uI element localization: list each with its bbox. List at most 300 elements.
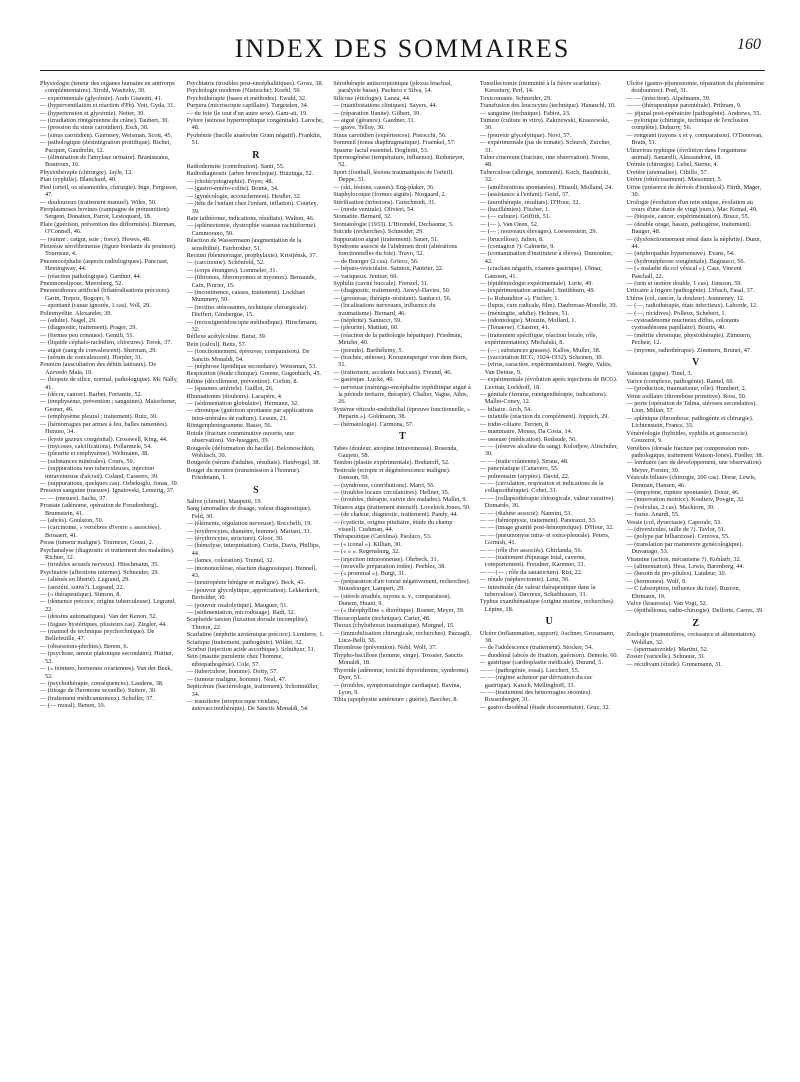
index-entry: — (dysfonctionnement rénal dans la néphrite). Dunn, 44. xyxy=(626,235,762,250)
section-letter: Z xyxy=(692,617,700,629)
index-entry: — gastro-duodénal (étude documentaire). Gruz, 32. xyxy=(479,703,611,711)
index-entry: — (diverticules, taille de ?). Tavlor, 51. xyxy=(626,525,726,533)
index-entry: — (ski, lésions, causes). Eng-plaker, 36. xyxy=(333,183,435,191)
index-entry: — (réparation Ifanite). Gilbert, 39. xyxy=(333,109,421,117)
index-entry: — (myome, radiothérapie). Zimmern, Brunet, 47. xyxy=(626,346,752,354)
index-entry: — (rectosigmoïdoscopie méthodique). Hirschmann, 32. xyxy=(186,318,318,333)
index-entry: — (pression du sinus carotidien). Esch, 30. xyxy=(40,124,149,132)
index-entry: — (stérols irradiés, rayons u. v., comparaison). Dunem, Huant, 9. xyxy=(333,592,452,608)
index-entry: Septicémie (bactériologie, traitement). Schottmüller, 34. xyxy=(186,683,319,698)
index-entry: Vertèbres (dorsale fracture par compression non-pathologique, traitement Watson-Jones). Fiedler, 38. xyxy=(626,444,764,459)
index-entry: — (emphysème pleural ; traitement). Rutz, 30. xyxy=(40,413,158,421)
index-entry: Spasme facial essentiel. Dogliotti, 53. xyxy=(333,146,429,154)
index-entry: — (sédimentation globulaire). Hermann, 32. xyxy=(186,400,299,408)
index-entry: — aiguë (sang de convalescent). Sherman, 29. xyxy=(40,346,157,354)
index-entry: — (volvulus, 2 cas). Machiorn, 39. xyxy=(626,503,715,511)
index-entry: Silicose (étiologie). Lanza, 44. xyxy=(333,94,411,102)
index-entry: Salive (chimie). Maupetit, 19. xyxy=(186,497,263,505)
index-entry: Testicule (ectopie et dégénérescence maligne). Jonsson, 59. xyxy=(333,466,451,482)
index-entry: — gastrique (cardioplastie médicale). Durand, 5. xyxy=(479,659,603,667)
index-entry: — (améliorations spontanées). Hinault, Molland, 24. xyxy=(479,183,613,191)
index-entry: — osseuse (médication). Redaude, 56. xyxy=(479,435,577,443)
index-entry: — (« iconal »). Killian, 30. xyxy=(333,540,402,548)
index-entry: — — (image granité post-hémoptoïque). D'Hour, 32. xyxy=(479,524,614,532)
index-entry: — (suppurations, quelques cas). Ozbekoglu, Jonas, 39. xyxy=(40,479,179,487)
index-entry: Thyroïde (adénome, toxicité thyroïdienne, syndrome). Dyer, 51. xyxy=(333,666,470,682)
index-entry: Prostate (adénome, opération de Freudenberg). Brunnstein, 41. xyxy=(40,502,159,517)
section-letter: T xyxy=(399,431,406,443)
index-entry: — (rectites sténosantes, technique chirurgicale). Dieffert, Gimbergue, 15. xyxy=(186,303,308,319)
index-entry: — (crachats négatifs, examen gastrique). Ulmar, Ganssen, 41. xyxy=(479,265,602,280)
index-entry: — pancréatique (Canavero, 55. xyxy=(479,465,559,473)
index-entry: — (aliénés en liberté). Legrand, 29. xyxy=(40,576,130,584)
index-entry: — (kyste gazeux congénital). Crosswell, King, 44. xyxy=(40,435,168,443)
index-entry: — (fibromes, fibromyomes et myomes). Bensaude, Cain, Poirier, 15. xyxy=(186,274,317,289)
index-entry: — — (— ; rôle du sanatorium). Rist, 22. xyxy=(479,568,583,576)
index-entry: — — (collapsothérapie chirurgicale, valeur curative). Domardo, 36. xyxy=(479,494,615,510)
index-entry: Utérus (col, cancer, la douleur). Jeanneney, 12. xyxy=(626,294,745,302)
index-entry: Zoologie (mammifères, croissance et alimentation). Wohllan, 32. xyxy=(626,631,757,646)
index-entry: Pneumothorax artificiel (bilatéralisations précoces). Garin, Trepoz, Bogopo, 9. xyxy=(40,287,171,302)
index-entry: Syndrome associé de l'abdomen droit (altérations fonctionnelles du foie). Travo, 52. xyxy=(333,242,458,258)
index-entry: — (gynécologie, accouchement). Heidler, 32. xyxy=(186,192,302,200)
index-entry: — (manifestations cliniques). Sayers, 44. xyxy=(333,102,438,110)
index-entry: Sinus carotidien (expériences). Pistocchi, 56. xyxy=(333,131,447,139)
index-entry: — (lames, coloration). Tremel, 32. xyxy=(186,557,275,565)
index-entry: Ulcère (gastro-jéjunostomie, réparation du phénomène douloureux). Ponl, 31. xyxy=(626,80,764,95)
index-column-5 xyxy=(626,80,765,1070)
index-entry: — (besoin de pro-pilules). Laudeur, 30. xyxy=(626,570,727,578)
index-entry: Scaphoïde tarsien (luxation dorsale incomplète). Thirion, 22. xyxy=(186,616,309,631)
index-entry: Plaie (guérison, prévention des difformités). Bierman, O'Connell, 46. xyxy=(40,220,176,236)
index-entry: — (rein et uretère double, 1 cas). Jonsson, 59. xyxy=(626,279,743,287)
index-entry: — porte (opération de Talma, stéroses secondaires). Lion, Milian, 57. xyxy=(626,400,757,415)
index-entry: — (liquide céphalo-rachidien, chlorures). Torok, 37. xyxy=(40,339,172,347)
index-entry: Vulve (kraurosis). Van Vogt, 52. xyxy=(626,600,708,608)
index-entry: — hépato-vésiculaire. Saintou, Pantrier, 22. xyxy=(333,265,444,273)
index-entry: — (psychothérapie, conséquences). Laudens, 38. xyxy=(40,679,164,687)
index-entry: Typhus exanthématique (origine murine, recherches). Lépine, 18. xyxy=(479,598,615,613)
index-entry: — (réaction pathologique). Gardner, 44. xyxy=(40,272,142,280)
index-entry: — (diagnostic, traitement). Anwyl-Davies, 50. xyxy=(333,287,451,295)
index-entry: Vésicule biliaire (chirurgie, 200 cas). Dorar, Lewis, Denman, Hansen, 46. xyxy=(626,474,757,489)
index-entry: — (décor, cancer). Barbet, Fortamie, 52. xyxy=(40,391,143,399)
index-entry: — (néphrite). Santucci, 59. xyxy=(333,317,402,324)
index-entry: Urine (présence de dérivés d'imidazol). Fürth, Mager, 30. xyxy=(626,183,762,199)
index-entry: Tumeur (culture in vitro). Zakrzewski, Kraszewski, 30. xyxy=(479,117,610,132)
index-entry: Système réticulo-endothélial (épreuve fonctionnelle, « Heparin »). Goldmann, 38. xyxy=(333,405,471,421)
index-entry: Urémie (chirurgie). Lebel, Sterne, 4. xyxy=(626,161,719,169)
section-letter: R xyxy=(252,149,260,161)
index-entry: — (psychose, amour platonique secondaire). Huttier, 52. xyxy=(40,650,174,665)
index-entry: — — (pathogénie, essai). Luccheri, 55. xyxy=(479,666,580,674)
index-entry: — (spermatozoïde). Martini, 52. xyxy=(626,646,709,654)
index-entry: Pylore (sténose hypertrophique congénitale). Laroche, 48. xyxy=(186,117,324,132)
index-entry: — — (rôle d'or associés). Ghirlanda, 56. xyxy=(479,546,583,554)
index-entry: — (obsessions-phobies). Benon, 6. xyxy=(40,642,129,650)
index-entry: Vitamine (action, mécanisme ?). Kohlarb, 32. xyxy=(626,555,742,563)
index-entry: — (pleurite et emphysème). Weltmann, 38. xyxy=(40,450,149,458)
index-entry: Rouget du mouton (transmission à l'homme). Friedmann, 1. xyxy=(186,466,301,482)
index-entry: Urologie (évolution d'un rein unique, évolution au cours d'une durée de vingt jours). Mac Kemal, 49. xyxy=(626,198,758,213)
index-entry: — splénique (thrombose, pathogénie et chirurgie). Lichtenstein, Francs, 33. xyxy=(626,414,754,430)
section-letter: S xyxy=(253,484,259,496)
index-entry: — sanguine (technique). Fabiot, 23. xyxy=(479,109,571,117)
index-entry: — — (thérapeutique parentérale). Pribram, 9. xyxy=(626,102,742,110)
index-entry: — (adulte). Nagel, 29. xyxy=(40,317,97,324)
index-entry: Thrombose (prévention). Nobl, Wolf, 37. xyxy=(333,644,437,652)
index-entry: — (hématologie). Carmona, 57. xyxy=(333,420,414,428)
index-entry: Purpura (microscopie capillaire). Turgesden, 34. xyxy=(186,102,309,110)
index-entry: — (— ; substances grasses). Kallos, Muller, 38. xyxy=(479,346,601,354)
index-entry: Poliomyélite. Alexander, 39. xyxy=(40,309,112,317)
index-entry: — (irradiation röntgénienne du crâne). Taubert, 30. xyxy=(40,117,170,125)
index-entry: — (carcinome, « vertèbres d'ivoire » associées). Bossaert, 41. xyxy=(40,524,162,539)
index-entry: Tibia (apophysite antérieure ; guérie). Baccher, 8. xyxy=(333,696,459,704)
index-entry: — (traitement médicamenteux). Schuller, 37. xyxy=(40,694,154,702)
index-entry: — — (pneumonyse intra- et extra-pleurale). Peters, Gornish, 41. xyxy=(479,531,610,547)
index-entry: — (élimination de l'amylase urinaire). Branisteanu, Boutroux, 16. xyxy=(40,154,170,169)
index-entry: Sein (mastite purulente chez l'homme, ethiopathogénie). Cole, 57. xyxy=(186,653,284,668)
index-entry: — — (traitement des hémorragies récentes). Rossenberger, 31. xyxy=(479,688,592,704)
index-entry: — — (traite crânienne). Straus, 48. xyxy=(479,457,569,465)
index-entry: Psychologie moderne (Nietzsche). Koehl, 50. xyxy=(186,87,302,95)
index-entry: — (— culture). Griffith, 51. xyxy=(479,213,551,221)
index-entry: — (« » ». Regensburg, 32. xyxy=(333,548,400,556)
index-entry: — expérimentale (jus de tomate). Schurch, Zurcher, 31. xyxy=(479,139,611,154)
index-entry: Tuberculose (allergie, immunité). Koch, Baudnicki, 32. xyxy=(479,168,610,184)
index-entry: — grave. Telluy, 30. xyxy=(333,124,385,132)
index-entry: — (pouvoir oxalolytique). Mauguer, 51. xyxy=(186,601,288,609)
index-entry: Rétine (décollement, prévention). Corbin, 8. xyxy=(186,377,299,385)
index-entry: Radiodermite (contribution). Santi, 55. xyxy=(186,163,285,171)
index-entry: — (abcès). Goulston, 50. xyxy=(40,516,104,524)
index-entry: — (pleurite). Mattiati, 60. xyxy=(333,324,399,332)
page-header xyxy=(40,30,765,72)
index-entry: Zoster (varicelle). Schrausr, 31. xyxy=(626,653,706,661)
index-entry: — (anxiété, soins?). Legrand, 22. xyxy=(40,583,125,591)
index-entry: — (virus, caractère, expérimentation). Negre, Valtis, Van Deinse, 9. xyxy=(479,361,612,376)
index-entry: — récidivant (étude). Grunemann, 31. xyxy=(626,660,723,668)
index-entry: — (tumeur maligne, homme). Neal, 47. xyxy=(186,675,287,683)
index-entry: — (suppurations non tuberculeuses, injection intraveineuse d'alcool). Coland, Casserrs, 39. xyxy=(40,465,159,480)
index-columns xyxy=(40,80,765,1070)
index-entry: — — (traitement d'épurage total, caverne, comportement). Freudner, Karnmer, 31. xyxy=(479,554,587,569)
index-entry: — de l'adolescence (traitement). Stocker, 54. xyxy=(479,644,593,652)
index-entry: Pression sanguine (mesure). Ignatovski, Lemerig, 37. xyxy=(40,487,175,495)
index-entry: — (lupus, cure radicale, film). Daubresse-Morelle, 39. xyxy=(479,302,618,310)
index-entry: — (brucellose). Julien, 8. xyxy=(479,235,544,243)
index-entry: — (contamination d'instituteur à élèves). Dumontier, 42. xyxy=(479,250,613,265)
index-entry: — transitoire (streptocoque viridans, autovaccinothérapie). De Sanctis Monaldi, 54. xyxy=(186,697,309,713)
index-entry: — (translation par manœuvre gynécologique). Duvanago, 53. xyxy=(626,540,744,556)
index-entry: Staphylocoque (formes aiguës). Norgaard, 2. xyxy=(333,191,447,199)
index-entry: — (troubles, symptomatologie cardiaque). Ravina, Lyon, 9. xyxy=(333,681,462,696)
page-title: INDEX DES SOMMAIRES xyxy=(234,34,571,63)
index-entry: Psychiatrie (troubles post-encéphalitiques). Grosz, 38. xyxy=(186,80,324,87)
index-entry: Rate (athérome, indications, résultats). Walton, 46. xyxy=(186,214,315,222)
index-entry: — C (absorption, influence du foie). Ruscon, Ehrmann, 19. xyxy=(626,585,741,600)
index-entry: — (production, traumatisme, rôle). Humbert, 2. xyxy=(626,385,747,393)
index-entry: — nerveuse (méningo-encéphalite syphilitique aiguë à la période tertiaire, thérapie). Chalier, Vague, Athis, 26. xyxy=(333,383,471,406)
index-entry: — (nouvelle préparation iodée). Peebles, 38. xyxy=(333,563,446,570)
index-entry: — (de chaleur, diagnostic, traitement). Pandy, 44. xyxy=(333,511,459,519)
index-entry: — fraise. Anardi, 55. xyxy=(626,511,680,519)
index-entry: Spermogénèse (température, influence). Rethmeyer, 52. xyxy=(333,154,465,169)
index-entry: — pulmonaire (atypies). David, 22. xyxy=(479,472,570,480)
index-entry: Tétanos aigu (traitement intensif). Lovelock Jones, 50. xyxy=(333,503,471,511)
index-entry: Thérapeutique (Carolina). Paoluco, 53. xyxy=(333,533,432,541)
index-entry: — (démence précoce, origine tuberculeuse). Legrand, 22. xyxy=(40,598,176,613)
index-entry: Transfusion des leucocytes (technique). Hanaschl, 10. xyxy=(479,102,616,110)
index-entry: — jéjunal post-opératoire (pathogénie). Andrews, 55. xyxy=(626,109,762,117)
index-entry: Thoracoplastie (technique). Carter, 48. xyxy=(333,614,431,622)
index-entry: Pian (syphilis). Blanchard, 40. xyxy=(40,176,117,184)
index-entry: — (épithélioma, radio-chirurgie). Delforte, Carres, 39. xyxy=(626,607,764,615)
index-entry: — (mononucléose, réaction diagnostique). Hennell, 43. xyxy=(186,564,317,579)
index-entry: Urètre (rétrécissement). Maisonnet, 5. xyxy=(626,176,723,184)
index-entry: Ulcère (inflammation, rapport). Aschner, Grossmann, 38. xyxy=(479,629,615,645)
index-entry: Tonsillectomie (immunité à la fièvre scarlatine). Kerestury, Perl, 14. xyxy=(479,80,602,95)
index-entry: — — (hémoptysie, traitement). Panorazzi, 53. xyxy=(479,516,597,524)
index-column-1 xyxy=(40,80,179,1070)
index-entry: — (préparation d'air ionisé négativement, recherches). Strassburger, Lampert, 29. xyxy=(333,577,471,593)
index-entry: Piroplasmoses bovines (campagne de prémunition). Sergent, Donatien, Parrot, Lestoquard, 18. xyxy=(40,205,171,221)
index-entry: — (manuel de technique psychoclinique). De Bellefeuille, 47. xyxy=(40,628,155,643)
index-entry: Scorbut (injection acide ascorbique). Schultzer, 51. xyxy=(186,646,316,654)
index-entry: — lombaire (arc de développement, une observation). Meyer, Forster, 30. xyxy=(626,459,763,474)
index-entry: — (sinus carotidien). Guernsey, Weisman, Scott, 45. xyxy=(40,131,173,139)
index-entry: Physiothérapie (chirurgie). Jayle, 12. xyxy=(40,168,133,176)
index-entry: — (« maladie du col vésical »). Cass, Vincent Paschall, 22. xyxy=(626,265,742,280)
index-entry: — (— moral). Benon, 10. xyxy=(40,702,106,710)
index-entry: — mammaire. Mousa, Da Costa, 14. xyxy=(479,428,573,436)
index-entry: — (érythrocytes, diamètre, homme). Mariani, 33. xyxy=(186,527,312,535)
index-entry: — (hydronéphrose congénitale). Bagnasco, 56. xyxy=(626,257,746,265)
index-entry: — (« Rubanditor »). Fischer, 1. xyxy=(479,294,559,302)
index-entry: — chronique (guérison spontanée par applications intra-urétrales de radium). Lessen, 21. xyxy=(186,407,314,422)
index-entry: — (hémorragies par armes à feu, balles ramenées). Hurano, 34. xyxy=(40,420,169,436)
index-entry: Suppuration aiguë (traitement). Sauer, 51. xyxy=(333,235,439,243)
index-entry: Psoas (tumeur maligne). Tourneux, Gouzi, 2. xyxy=(40,539,154,547)
index-entry: — (« prominal »). Burgi, 31. xyxy=(333,570,406,578)
index-entry: — (formes peu connues). Gentili, 51. xyxy=(40,331,135,339)
index-entry: — (grossesse, thérapie-résistant). Santucci, 56. xyxy=(333,294,452,302)
index-entry: — (hyperventilation et réaction d'Ph). Voit, Gyda, 31. xyxy=(40,102,176,110)
index-entry: — — (réserve alcaline du sang). Kolodjew, Altschuler, 30. xyxy=(479,442,618,458)
index-entry: — (double orage, bassin, pathogénie, traitement). Bauger, 48. xyxy=(626,220,752,236)
index-entry: — (néphropathie hypertensive). Evans, 54. xyxy=(626,250,735,258)
index-entry: — rénale (néphrectomie). Lenz, 56. xyxy=(479,576,570,584)
index-entry: Réflexe acétylcoline. Burat, 39. xyxy=(186,333,267,341)
index-entry: Stérilisation (infusions). Gutschmidt, 31. xyxy=(333,198,437,206)
index-entry: — (érythrocytes, structure). Gloor, 30. xyxy=(186,534,284,542)
index-entry: — (corps étrangers). Lommeler, 31. xyxy=(186,266,278,274)
index-entry: Pneumocéphalie (aspects radiologiques). Pancoast, Hemingway, 44. xyxy=(40,257,169,273)
index-entry: — douloureux (traitement manuel). Wiles, 50. xyxy=(40,198,157,206)
index-entry: — pylorique (chirurgie, technique de l'exclusion complète). Dubarry, 56. xyxy=(626,117,749,132)
index-entry: Sommeil (tonus diaphragmatique). Fraenkel, 57. xyxy=(333,139,456,147)
index-entry: — pathologique (désintégration protidique). Richet, Pacquet, Gaudrelin, 12. xyxy=(40,139,171,154)
index-entry: Rectum (blennorragie, prophylaxie). Kristjénsk, 37. xyxy=(186,251,318,259)
index-entry: — (neutropénie bénigne et maligne). Beck, 43. xyxy=(186,579,305,587)
index-entry: Stomatite. Bernard, 32. xyxy=(333,213,392,221)
index-entry: Rein (calcul). Betts, 57. xyxy=(186,340,247,348)
index-entry: — duodénal (abcès de fixation, guérison). Demole, 60. xyxy=(479,651,619,659)
index-entry: — iridio-ciliaire. Terrien, 8. xyxy=(479,420,550,428)
index-entry: — (troubles sexuels nerveux). Hitschmann, 35. xyxy=(40,561,159,569)
index-entry: — (méningite, adulte). Holmes, 51. xyxy=(479,309,570,317)
index-entry: — (alimentation). Hess, Lewis, Barenberg, 44. xyxy=(626,563,745,570)
index-entry: Réaction de Wassermann (augmentation de la sensibilité). Fairbrother, 51. xyxy=(186,237,302,252)
index-entry: Sport (football, lésions traumatiques de l'orteil). Deppe, 31. xyxy=(333,168,454,184)
index-entry: Sang (anomalies de dosage, valeur diagnostique). Feld, 30. xyxy=(186,505,312,520)
index-entry: Pied (orteil, os sésamoïdes, chirurgie). Inge, Ferguson, 47. xyxy=(40,183,178,199)
index-entry: — (polype par bilharziose). Cerzova, 55. xyxy=(626,533,730,541)
index-entry: — (empyème, rupture spontanée). Dorar, 46. xyxy=(626,488,740,496)
page-number: 160 xyxy=(737,36,761,53)
index-entry: — (troubles, thérapie, survie des malades). Mallet, 9. xyxy=(333,496,468,504)
index-entry: — (gastro-entéro-colite). Bonne, 34. xyxy=(186,185,279,193)
index-entry: — rongeant (rayons x et γ, comparaison). O'Donovan, Brain, 51. xyxy=(626,131,763,147)
index-entry: — (« théophylline « diurétique). Rosner, Meyer, 39. xyxy=(333,607,465,615)
header-rule xyxy=(40,70,765,71)
index-entry: Psychothérapie (bases et méthodes). Ewald, 32. xyxy=(186,94,307,102)
index-entry: — (diagnostic, traitement). Prager, 29. xyxy=(40,324,137,332)
index-column-4 xyxy=(480,80,619,1070)
index-entry: — (assistance à l'enfant). Gotzl, 37. xyxy=(479,191,570,199)
index-entry: — variqueux. Jentzer, 60. xyxy=(333,272,398,280)
index-entry: — (traitement spécifique, réaction locale, rôle, expérimentation). Michalski, 8. xyxy=(479,331,598,347)
index-entry: — (aurothérapie, résultats). D'Hour, 32. xyxy=(479,198,580,206)
index-entry: Rougeole (sérum d'adultes, résultats). Haidvogel, 38. xyxy=(186,459,321,467)
index-entry: Veine axillaire (thrombose primitive). Ross, 50. xyxy=(626,392,747,400)
index-entry: — (incontinence, causes, traitement). Lockhart Mummery, 50. xyxy=(186,288,305,304)
index-entry: — biliaire. Arch, 54. xyxy=(479,405,532,413)
index-entry: — (fugues hystériques, plusieurs cas). Ziegler, 44. xyxy=(40,620,167,628)
index-entry: — expérimentale (glycémie). Audo Gianotti, 41. xyxy=(40,94,163,102)
index-entry: — (mycoses, calcifications). Pollarmele, 54. xyxy=(40,442,152,450)
index-entry: — (traitement, accidents buccaux). Freund, 46. xyxy=(333,368,452,376)
index-entry: Pneumonolipose. Meersberg, 52. xyxy=(40,279,123,287)
index-entry: — (pouvoir glycolytique, appréciation). Lekkerkerk, Bertolder, 30. xyxy=(186,586,320,602)
index-entry: Syphilis (cavité buccale). Frenzel, 31. xyxy=(333,279,429,287)
index-entry: Pleurésie sérofibrineuse (figure bordante du poumon). Tourneau, 4. xyxy=(40,242,177,258)
index-entry: — (troubles locaux circulatoires). Hellner, 35. xyxy=(333,488,450,496)
index-entry: Rhumatismes (douleurs). Lacapère, 4. xyxy=(186,392,283,400)
index-entry: — (spasmes artériels). Guillot, 26. xyxy=(186,385,274,393)
index-entry: Varice (complexe, pathogénie). Ramel, 60. xyxy=(626,377,735,385)
index-entry: — (épidémiologie expérimentale). Lurie, 49. xyxy=(479,279,593,287)
index-entry: Tuber cinereum (fracture, une observation). Noone, 48. xyxy=(479,154,610,169)
index-entry: — (biopsie de silice, normal, pathologique). Mc Nally, 41. xyxy=(40,376,178,391)
index-entry: Röntgenphotogramme. Basso, 56. xyxy=(186,422,273,430)
index-entry: — (odontologie). Mouzin, Mollard, 1. xyxy=(479,317,576,324)
index-entry: — (pouvoir glycolytique). Novi, 57. xyxy=(479,131,572,139)
index-entry: — (injection intraveineuse). Ohrbeck, 31. xyxy=(333,555,439,563)
index-entry: — (vaccination BCG, 1924-1932). Scheinen, 30. xyxy=(479,354,604,362)
index-entry: Rotule (fracture comminutive ouverte, une observation). Ver-hoeggen, 39. xyxy=(186,429,295,445)
index-entry: — (hormones). Wolf, 9. xyxy=(626,577,687,585)
index-entry: — (fonctionnement, épreuves, comparaison). De Sanctis Monaldi, 54. xyxy=(186,348,310,363)
index-entry: Ultravirus typhique (évolution dans l'organisme animal). Sanarelli, Alessandrini, 18. xyxy=(626,146,747,162)
index-entry: Poumon (auscultation des débits latéraux). De Azevedo Maia, 10. xyxy=(40,361,157,376)
index-entry: — (innervation motrice). Koulteiv, Povgin, 32. xyxy=(626,496,745,504)
index-entry: — du foie (le tout d'un autre sexe). Gam-ait, 19. xyxy=(186,109,308,117)
index-entry: — intestinale (de valeur thérapeutique dans la tuberculose). Davreux, Schafthauser, 31. xyxy=(479,583,596,599)
index-entry: — (trachée, sténose). Kreuzensperger von dem Born, 51. xyxy=(333,354,468,369)
index-entry: — (Tenaerse). Chastrer, 41. xyxy=(479,324,550,332)
index-entry: — (— ). Van Oeen, 52. xyxy=(479,220,539,228)
index-entry: — (emphysème, prévention ; sanguines). Maiochener, Gesner, 46. xyxy=(40,398,177,413)
index-entry: — (titrage de l'hormone sexuelle). Suttere, 30. xyxy=(40,687,157,695)
index-entry: — aiguë (gérance). Gaedner, 31. xyxy=(333,117,416,125)
index-entry: Psychanalyse (diagnostic et traitement des maladies). Richter, 32. xyxy=(40,546,175,561)
index-entry: — (localisations nerveuses, influence du traumatisme). Bernard, 46. xyxy=(333,302,436,317)
index-entry: — (métrite chronique, physiothérapie). Zimmern, Pecheir, 12. xyxy=(626,331,752,347)
index-entry: — (—, radiothérapie, états infectieux). Laborde, 12. xyxy=(626,302,758,310)
index-entry: — (cysticite, origine pituitaire, étude du champ visuel). Cushman, 44. xyxy=(333,518,453,533)
index-entry: — génitale (femme, rœntgenthérapie, indications). Mallet-Coney, 12. xyxy=(479,391,608,406)
index-entry: — spontané (cause ignorée, 1 cas). Voll, 29. xyxy=(40,302,151,310)
index-entry: Stomatologie (1933). L'Hirondel, Dechaume, 5. xyxy=(333,220,454,228)
section-letter: V xyxy=(692,357,700,369)
index-entry: — (bacillémies). Fischer, 1. xyxy=(479,205,550,213)
index-entry: — de Buerger (2 cas). Grieco, 56. xyxy=(333,257,419,265)
index-entry: — infantile (réaction du complément). Joppich, 29. xyxy=(479,413,610,421)
index-entry: — (éléments, régulation nerveuse). Rocchelli, 19. xyxy=(186,520,312,528)
index-entry: Uretère (anomalies). Cibillo, 57. xyxy=(626,168,709,176)
index-entry: Psychiatrie (affections internes). Schneider, 29. xyxy=(40,568,160,576)
index-entry: Pyohémie (bacille anaérobie Gram négatif). Franklin, 51. xyxy=(186,131,322,147)
index-entry: — cystoadénome mucineux diffus, colorants cystoadénome papillaire). Bouris, 40. xyxy=(626,317,740,332)
index-column-3 xyxy=(333,80,472,1070)
index-entry: — (néphrose lipoïdique secondaire). Weissman, 53. xyxy=(186,363,317,371)
index-entry: — (cholécystographie). Foyer, 48. xyxy=(186,177,274,185)
index-entry: Respiration (étude clinique). Greene, Gugenbach, 45. xyxy=(186,370,322,378)
index-entry: — (dessins automatiques). Van der Kenon, 52. xyxy=(40,613,158,621)
index-entry: — expérimentale (évolution après injections de BCG). Levitan, Lorkhoff, 18. xyxy=(479,376,618,391)
index-entry: Vessie (col, dysectasie). Caporale, 53. xyxy=(626,518,722,526)
index-entry: — (pseudo). Barthélemy, 5. xyxy=(333,346,404,354)
index-entry: — (expérimentation animale). Smithburn, 49. xyxy=(479,287,596,295)
index-entry: — (suture : catgut, soie ; force). Howes, 48. xyxy=(40,235,151,243)
index-entry: — (carcinome). Schönfeld, 52. xyxy=(186,259,265,267)
index-entry: — — (infection). Alpelmann, 39. xyxy=(626,94,711,102)
index-entry: — (—, récidives). Polleux, Schebert, 1. xyxy=(626,309,727,317)
index-entry: — — (régime acheteur par dérivation du suc gastrique). Katsch, Mellinghoff, 33. xyxy=(479,674,593,689)
index-entry: Suicide (recherches). Schneider, 29. xyxy=(333,228,424,236)
index-entry: — — (circulation, respiration et indications de la collapsothérapie). Cobet, 31. xyxy=(479,479,604,495)
index-entry: Vaisseau (gigue). Tinel, 3. xyxy=(626,370,693,378)
index-entry: — gastrique. Lucke, 40. xyxy=(333,376,395,384)
index-entry: — (hémolyse, interprétation). Curtis, Davis, Phillips, 44. xyxy=(186,542,321,557)
index-entry: Radiodiagnostic (arbre bronchique). Huizinga, 52. xyxy=(186,170,314,178)
index-entry: Thypho-bacillose (homme, singe). Trossier, Sanctis Monaldi, 18. xyxy=(333,651,463,667)
index-entry: — (splénectomie, dystrophie osseuse rachitiforme). Cammorano, 50. xyxy=(186,222,317,237)
index-entry: Vénéréologie (hybrides, syphilis et gonococcie). Gouzerot, 9. xyxy=(626,429,749,445)
index-entry: Scarlatine (néphrite azotémique précoce). Lemierre, 1. xyxy=(186,631,325,639)
index-entry: — (réaction de la pathologie hépatique). Friedman, Metzler, 40. xyxy=(333,331,463,347)
index-entry: — (sérum de convalescent). Horpler, 31. xyxy=(40,354,143,362)
index-entry: Thorax (chylothorax traumatique). Morgnel, 15. xyxy=(333,622,455,630)
section-letter: U xyxy=(545,616,553,628)
index-entry: — (« femmes, hormones ovariennes). Van der Beek, 52. xyxy=(40,665,173,680)
index-entry: — (immobilisation chirurgicale, recherches). Pazzagli, Luca-Belli, 56. xyxy=(333,629,472,645)
index-entry: — (— ; nouveaux élevages). Loewenstein, 29. xyxy=(479,228,598,236)
index-column-2 xyxy=(187,80,326,1070)
index-entry: Tabes (douleur, atropine intraveineuse). Rosenda, Gaujeto, 58. xyxy=(333,444,458,459)
